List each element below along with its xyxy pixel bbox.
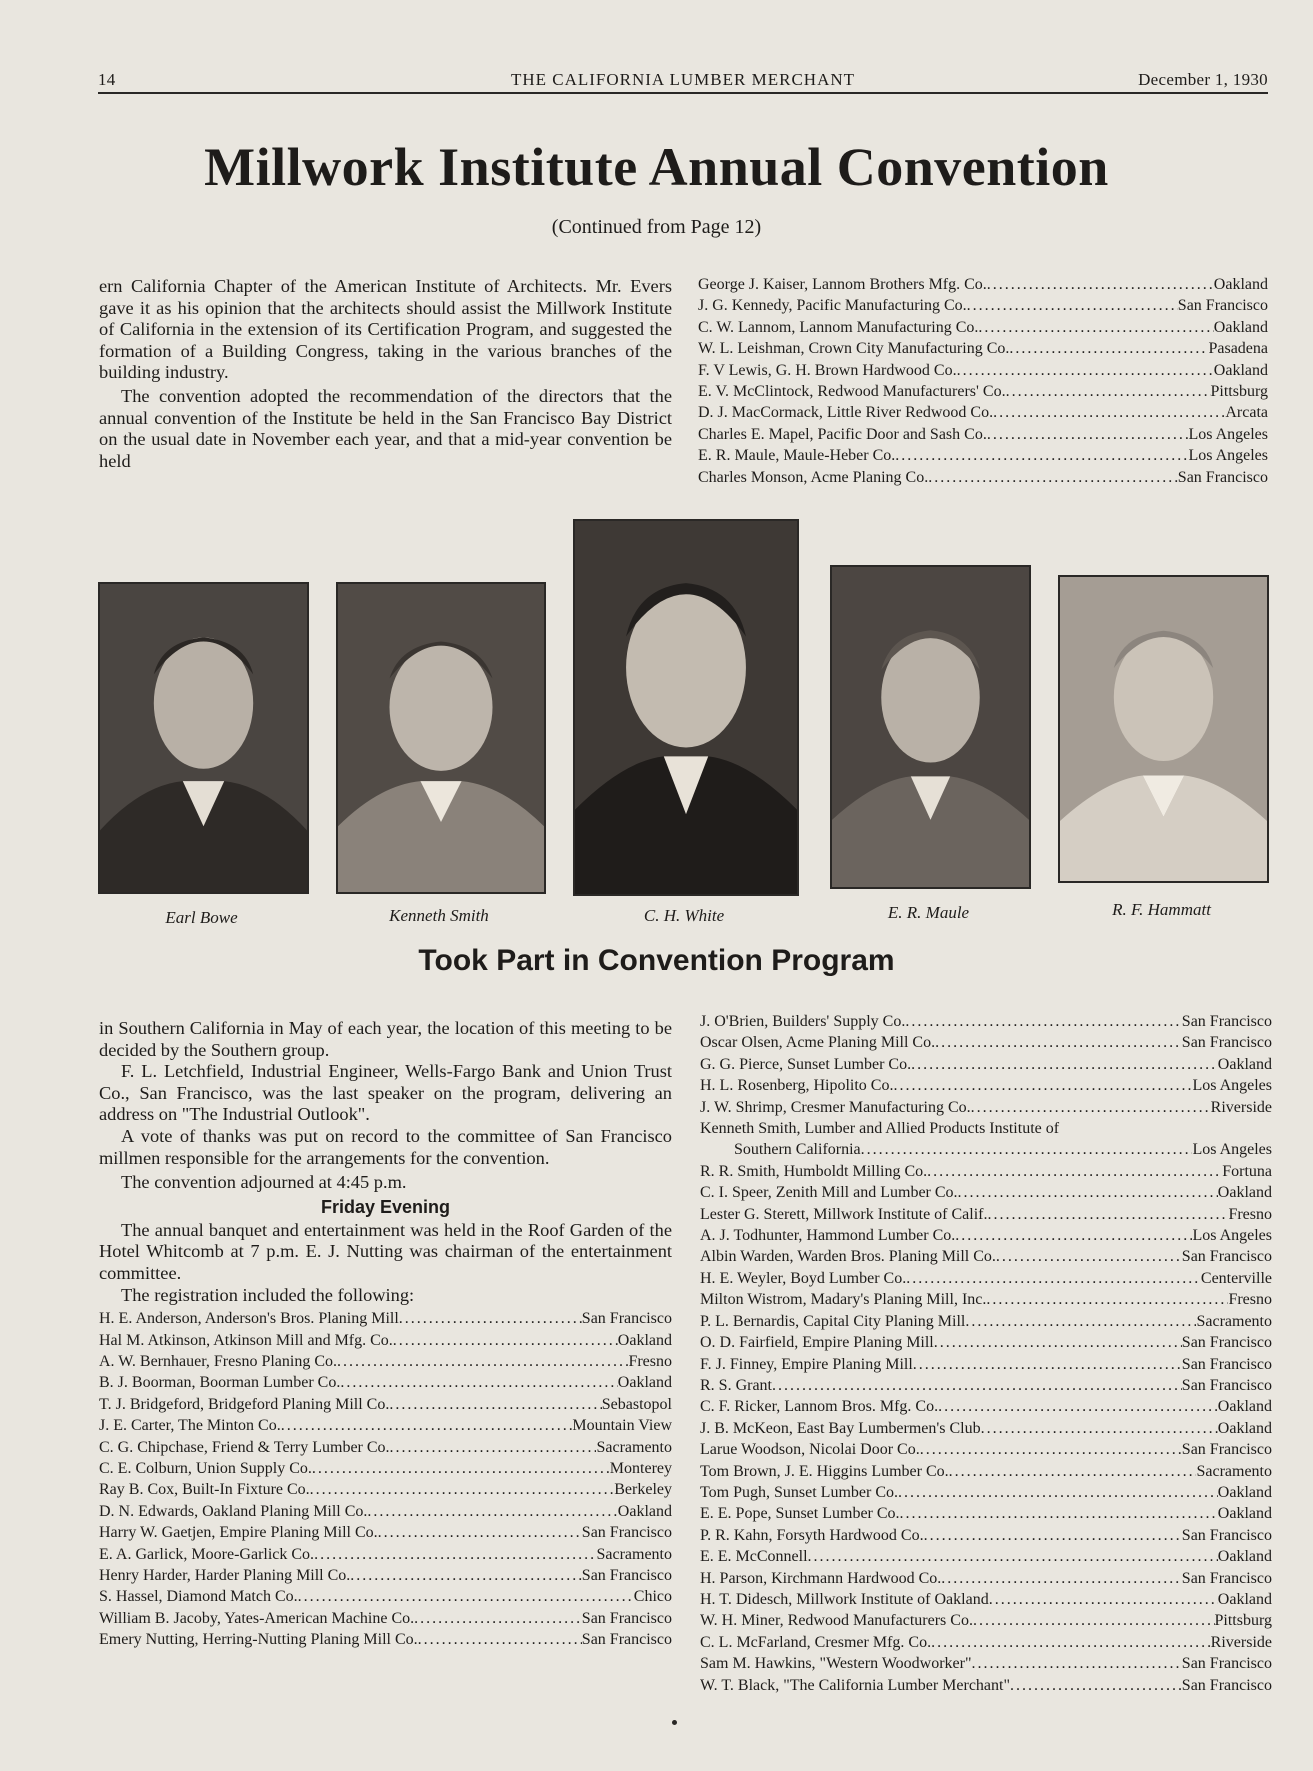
registrant-entry [698,402,1268,423]
registrant-city: San Francisco [1177,297,1268,315]
dot-leader [393,1330,618,1351]
registrant-city: Fresno [1228,1205,1272,1223]
registrant-name: E. V. McClintock, Redwood Manufacturers' Co. [698,383,1006,401]
registrant-name: A. J. Todhunter, Hammond Lumber Co. [700,1227,956,1245]
registrant-name: Harry W. Gaetjen, Empire Planing Mill Co. [99,1524,378,1542]
registrant-city: San Francisco [1181,1334,1272,1352]
registrant-city: Oakland [1213,318,1268,336]
registrant-city: Oakland [1217,1419,1272,1437]
registrant-entry [700,1054,1272,1075]
registrant-entry [700,1482,1272,1503]
portrait-photo [336,582,546,894]
registrant-name: H. E. Weyler, Boyd Lumber Co. [700,1269,907,1287]
dot-leader [1006,381,1211,402]
registrant-entry [700,1375,1272,1396]
registrant-entry [99,1586,672,1607]
paragraph: F. L. Letchfield, Industrial Engineer, Wells-Fargo Bank and Union Trust Co., San Francisco, was the last speaker on the program, delivering an address on "The Industrial Outlook". [99,1061,672,1125]
registrant-entry [698,360,1268,381]
registrant-city: Oakland [1217,1483,1272,1501]
registrant-name: W. L. Leishman, Crown City Manufacturing Co. [698,340,1010,358]
dot-leader [971,1653,1181,1674]
registrant-city: Centerville [1200,1269,1272,1287]
dot-leader [911,1054,1218,1075]
registration-list-left [99,1308,672,1651]
dot-leader [808,1546,1218,1567]
dot-leader [941,1568,1182,1589]
registrant-city: Sacramento [596,1438,672,1456]
registrant-entry [698,381,1268,402]
registrant-entry [700,1653,1272,1674]
registrant-city: Sebastopol [601,1395,672,1413]
registrant-name: H. E. Anderson, Anderson's Bros. Planing Mill [99,1310,399,1328]
registrant-city: Los Angeles [1192,1077,1272,1095]
registrant-city: San Francisco [1181,1034,1272,1052]
registrant-name: Emery Nutting, Herring-Nutting Planing Mill Co. [99,1631,418,1649]
registrant-entry [99,1372,672,1393]
registrant-entry [99,1608,672,1629]
registrant-city: Oakland [1213,361,1268,379]
registrant-city: San Francisco [1181,1655,1272,1673]
registrant-entry [698,295,1268,316]
portrait-image [338,584,544,892]
dot-leader [340,1372,617,1393]
registrant-city: San Francisco [1181,1355,1272,1373]
registrant-city: Mountain View [572,1417,672,1435]
dot-leader [898,1482,1218,1503]
registrant-name: Ray B. Cox, Built-In Fixture Co. [99,1481,310,1499]
registrant-city: San Francisco [1181,1441,1272,1459]
registrant-city: Riverside [1210,1098,1272,1116]
registrant-entry [99,1565,672,1586]
registrant-entry [700,1075,1272,1096]
registrant-city: San Francisco [581,1567,672,1584]
registrant-city: Sacramento [1196,1312,1272,1330]
dot-leader [913,1354,1182,1375]
registrant-entry [698,274,1268,295]
registrant-entry [700,1011,1272,1032]
dot-leader [971,1097,1211,1118]
dot-leader [399,1308,582,1329]
registrant-name: D. N. Edwards, Oakland Planing Mill Co. [99,1502,368,1520]
registrant-entry [700,1332,1272,1353]
dot-leader [350,1565,582,1586]
section-heading: Took Part in Convention Program [418,944,895,977]
registrant-entry [700,1589,1272,1610]
registrant-city: San Francisco [1181,1248,1272,1266]
dot-leader [927,1161,1222,1182]
dot-leader [905,1011,1181,1032]
registrant-name: Charles E. Mapel, Pacific Door and Sash Co. [698,425,987,443]
dot-leader [389,1394,601,1415]
registrant-name: H. T. Didesch, Millwork Institute of Oakland [700,1590,989,1608]
registrant-name: J. B. McKeon, East Bay Lumbermen's Club [700,1419,981,1437]
registrant-entry [99,1330,672,1351]
registrant-city: Oakland [1217,1055,1272,1073]
registrant-name: D. J. MacCormack, Little River Redwood Co. [698,404,994,422]
continuation-note: (Continued from Page 12) [551,216,762,238]
registrant-name: E. A. Garlick, Moore-Garlick Co. [99,1545,315,1563]
dot-leader [281,1415,573,1436]
registrant-entry [700,1396,1272,1417]
registrant-city: Berkeley [614,1481,672,1499]
registrant-city: Pasadena [1208,340,1268,358]
registrant-city: San Francisco [581,1524,672,1542]
registrant-name: O. D. Fairfield, Empire Planing Mill [700,1334,934,1352]
registrant-city: San Francisco [1181,1526,1272,1544]
dot-leader [314,1544,596,1565]
registrant-city: San Francisco [581,1631,672,1649]
dot-leader [949,1461,1197,1482]
registrant-name: R. S. Grant [700,1376,772,1394]
registrant-name: J. W. Shrimp, Cresmer Manufacturing Co. [700,1098,971,1116]
registrant-name: Tom Pugh, Sunset Lumber Co. [700,1483,898,1501]
registrant-city: Los Angeles [1188,447,1268,465]
registrant-entry [700,1568,1272,1589]
dot-leader [920,1439,1182,1460]
registrant-city: San Francisco [581,1310,672,1328]
paragraph: in Southern California in May of each year, the location of this meeting to be decided by the Southern group. [99,1018,672,1060]
registrant-name: F. J. Finney, Empire Planing Mill [700,1355,913,1373]
dot-leader [928,467,1178,488]
dot-leader [978,317,1213,338]
registrant-city: San Francisco [1181,1013,1272,1030]
dot-leader [1010,1675,1182,1696]
portrait-photo [573,519,799,896]
registrant-entry [698,338,1268,359]
dot-leader [987,424,1189,445]
dot-leader [312,1458,610,1479]
publication-name: THE CALIFORNIA LUMBER MERCHANT [510,70,856,89]
registrant-name: H. Parson, Kirchmann Hardwood Co. [700,1569,942,1587]
registrant-city: San Francisco [581,1609,672,1627]
dot-leader [337,1351,628,1372]
registrant-name: Larue Woodson, Nicolai Door Co. [700,1441,920,1459]
registrant-entry [700,1418,1272,1439]
dot-leader [986,1289,1228,1310]
registrant-name: G. G. Pierce, Sunset Lumber Co. [700,1055,912,1073]
dot-leader [931,1632,1211,1653]
registrant-name: Southern California [734,1141,861,1159]
issue-date: December 1, 1930 [1138,70,1268,89]
page-mark [672,1720,677,1725]
registrant-entry [700,1503,1272,1524]
paragraph: The convention adopted the recommendation of the directors that the annual convention of the Institute be held in the San Francisco Bay District on the usual date in November each year, and that a mid-year convention be held [99,385,672,471]
dot-leader [955,1225,1192,1246]
paragraph: ern California Chapter of the American Institute of Architects. Mr. Evers gave it as his opinion that the architects should assist the Millwork Institute of California in the extension of its Certification Program, and suggested the formation of a Building Congress, taking in the various branches of the building industry. [99,276,672,383]
page-number: 14 [98,70,116,89]
registrant-entry [700,1118,1272,1139]
registrant-entry [99,1458,672,1479]
registrant-name: J. E. Carter, The Minton Co. [99,1417,281,1435]
dot-leader [967,295,1178,316]
registrant-entry [99,1544,672,1565]
photo-caption: Earl Bowe [165,908,238,927]
dot-leader [996,1246,1182,1267]
dot-leader [906,1268,1201,1289]
dot-leader [772,1375,1182,1396]
registrant-city: Oakland [617,1331,672,1349]
registrant-city: Fortuna [1222,1162,1272,1180]
registrant-entry [700,1289,1272,1310]
registration-list-right [700,1011,1272,1696]
registrant-city: San Francisco [1181,1569,1272,1587]
registrant-entry [698,467,1268,488]
dot-leader [418,1629,582,1650]
portrait-image [575,521,797,894]
registrant-city: Oakland [1213,276,1268,293]
dot-leader [934,1332,1182,1353]
registrant-name: Charles Monson, Acme Planing Co. [698,468,929,486]
dot-leader [924,1525,1182,1546]
portrait-photo [98,582,309,894]
dot-leader [390,1437,597,1458]
registrant-city: Fresno [1228,1291,1272,1309]
registrant-name: Milton Wistrom, Madary's Planing Mill, Inc. [700,1291,987,1309]
dot-leader [414,1608,582,1629]
dot-leader [378,1522,582,1543]
dot-leader [965,1311,1196,1332]
paragraph: A vote of thanks was put on record to the committee of San Francisco millmen responsible for the arrangements for the convention. [99,1125,672,1168]
registrant-entry [99,1437,672,1458]
dot-leader [987,274,1214,295]
registrant-name: E. R. Maule, Maule-Heber Co. [698,447,896,465]
registrant-entry [700,1139,1272,1160]
dot-leader [973,1610,1215,1631]
registrant-city: Los Angeles [1192,1227,1272,1245]
registrant-entry [700,1610,1272,1631]
registrant-name: C. I. Speer, Zenith Mill and Lumber Co. [700,1184,958,1202]
registrant-name: C. G. Chipchase, Friend & Terry Lumber Co. [99,1438,390,1456]
registrant-entry [700,1632,1272,1653]
paragraph: The registration included the following: [121,1284,415,1305]
registrant-name: P. R. Kahn, Forsyth Hardwood Co. [700,1526,924,1544]
registrant-city: Oakland [1217,1184,1272,1202]
registrant-city: Riverside [1210,1633,1272,1651]
registrant-entry [700,1204,1272,1225]
registrant-city: Monterey [609,1459,672,1477]
registrant-name: J. G. Kennedy, Pacific Manufacturing Co. [698,297,967,315]
registrant-entry [698,424,1268,445]
registrant-name: W. H. Miner, Redwood Manufacturers Co. [700,1612,973,1630]
photo-caption: C. H. White [643,906,725,925]
registrant-entry [99,1351,672,1372]
registrant-city: San Francisco [1181,1376,1272,1394]
registrant-entry [700,1354,1272,1375]
dot-leader [895,445,1188,466]
portrait-image [1060,577,1267,881]
paragraph: The convention adjourned at 4:45 p.m. [121,1172,407,1193]
registrant-name: Tom Brown, J. E. Higgins Lumber Co. [700,1462,949,1480]
dot-leader [1009,338,1208,359]
registrant-city: Oakland [1217,1398,1272,1416]
registrant-entry [700,1439,1272,1460]
registrant-name: Henry Harder, Harder Planing Mill Co. [99,1567,351,1584]
registrant-entry [700,1097,1272,1118]
registrant-name: George J. Kaiser, Lannom Brothers Mfg. Co. [698,276,987,293]
registrant-entry [99,1501,672,1522]
registrant-name: A. W. Bernhauer, Fresno Planing Co. [99,1352,338,1370]
registrant-entry [99,1394,672,1415]
dot-leader [861,1139,1193,1160]
registrant-entry [700,1246,1272,1267]
photo-caption: Kenneth Smith [389,906,489,925]
dot-leader [958,1182,1218,1203]
registrant-entry [700,1225,1272,1246]
registrant-name: Hal M. Atkinson, Atkinson Mill and Mfg. Co. [99,1331,393,1349]
photo-caption: R. F. Hammatt [1112,900,1211,919]
dot-leader [310,1479,615,1500]
registrant-name: C. L. McFarland, Cresmer Mfg. Co. [700,1633,932,1651]
registrant-name: F. V Lewis, G. H. Brown Hardwood Co. [698,361,957,379]
registrant-entry [99,1308,672,1329]
registrant-name: Lester G. Sterett, Millwork Institute of Calif. [700,1205,988,1223]
registrant-entry [700,1182,1272,1203]
registrant-entry [700,1525,1272,1546]
registrant-name: B. J. Boorman, Boorman Lumber Co. [99,1374,341,1392]
registrant-name: C. F. Ricker, Lannom Bros. Mfg. Co. [700,1398,939,1416]
registrant-entry [99,1479,672,1500]
dot-leader [957,360,1214,381]
registrant-city: Oakland [1217,1548,1272,1566]
top-left-column [99,276,672,472]
registrant-city: San Francisco [1177,468,1268,486]
registrant-name: S. Hassel, Diamond Match Co. [99,1588,298,1606]
subheading: Friday Evening [320,1196,451,1217]
registrant-entry [700,1311,1272,1332]
registrant-name: E. E. Pope, Sunset Lumber Co. [700,1505,900,1523]
paragraph: The annual banquet and entertainment was held in the Roof Garden of the Hotel Whitcomb at 7 p.m. E. J. Nutting was chairman of the entertainment committee. [99,1219,672,1283]
registrant-city: Oakland [1217,1505,1272,1523]
registrant-entry [700,1546,1272,1567]
bottom-left-column [99,1018,672,1651]
portrait-image [100,584,307,892]
dot-leader [989,1589,1218,1610]
dot-leader [900,1503,1218,1524]
registrant-city: Oakland [617,1374,672,1392]
registrant-city: Oakland [1217,1590,1272,1608]
article-title: Millwork Institute Annual Convention [204,137,1109,197]
registrant-city: Chico [633,1588,672,1606]
registrant-name: H. L. Rosenberg, Hipolito Co. [700,1077,894,1095]
dot-leader [367,1501,617,1522]
registrant-name: T. J. Bridgeford, Bridgeford Planing Mill Co. [99,1395,390,1413]
registrant-city: Los Angeles [1188,425,1268,443]
registrant-name: R. R. Smith, Humboldt Milling Co. [700,1162,928,1180]
registrant-city: Pittsburg [1214,1612,1272,1630]
dot-leader [993,402,1225,423]
registrant-entry [99,1522,672,1543]
registrant-entry [700,1032,1272,1053]
registration-list-top [698,274,1268,488]
portrait-photo [830,565,1031,889]
registrant-name: C. E. Colburn, Union Supply Co. [99,1459,312,1477]
dot-leader [981,1418,1218,1439]
registrant-entry [99,1629,672,1650]
registrant-entry [698,317,1268,338]
registrant-name: E. E. McConnell [700,1548,808,1566]
running-header [98,68,1268,94]
photo-caption: E. R. Maule [887,903,970,922]
registrant-name: Oscar Olsen, Acme Planing Mill Co. [700,1034,936,1052]
registrant-city: Sacramento [596,1545,672,1563]
dot-leader [893,1075,1192,1096]
registrant-name: Sam M. Hawkins, "Western Woodworker" [700,1655,972,1673]
registrant-name: William B. Jacoby, Yates-American Machine Co. [99,1609,415,1627]
registrant-name: C. W. Lannom, Lannom Manufacturing Co. [698,318,979,336]
registrant-entry [698,445,1268,466]
registrant-entry [700,1161,1272,1182]
registrant-city: Arcata [1225,404,1268,422]
registrant-entry [700,1675,1272,1696]
dot-leader [988,1204,1229,1225]
registrant-entry [700,1268,1272,1289]
dot-leader [298,1586,634,1607]
registrant-city: San Francisco [1181,1676,1272,1694]
registrant-name: Kenneth Smith, Lumber and Allied Products Institute of [700,1120,1060,1138]
registrant-name: P. L. Bernardis, Capital City Planing Mill [700,1312,966,1330]
registrant-city: Sacramento [1196,1462,1272,1480]
registrant-name: Albin Warden, Warden Bros. Planing Mill Co. [700,1248,996,1266]
portrait-image [832,567,1029,887]
registrant-city: Los Angeles [1192,1141,1272,1159]
dot-leader [938,1396,1218,1417]
registrant-city: Oakland [617,1502,672,1520]
dot-leader [935,1032,1182,1053]
registrant-city: Fresno [628,1352,672,1370]
registrant-name: J. O'Brien, Builders' Supply Co. [700,1013,906,1030]
portrait-photo [1058,575,1269,883]
registrant-entry [99,1415,672,1436]
registrant-city: Pittsburg [1210,383,1268,401]
registrant-name: W. T. Black, "The California Lumber Merchant" [700,1676,1011,1694]
registrant-entry [700,1461,1272,1482]
